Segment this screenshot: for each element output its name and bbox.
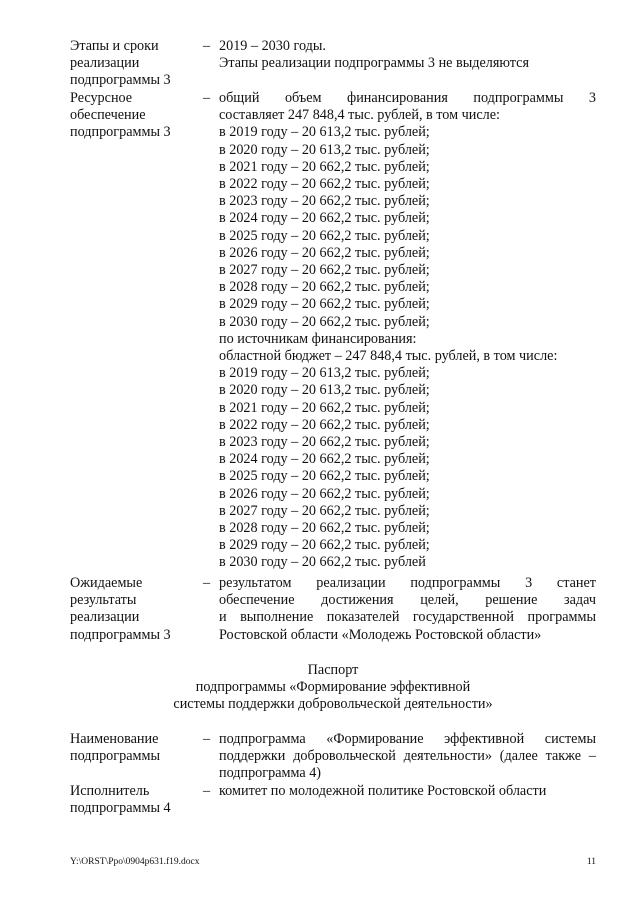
year-line: в 2021 году – 20 662,2 тыс. рублей; xyxy=(219,399,430,416)
label-line: обеспечение xyxy=(70,107,146,124)
label-line: реализации xyxy=(70,55,140,72)
year-line: в 2028 году – 20 662,2 тыс. рублей; xyxy=(219,279,430,296)
value-line: областной бюджет – 247 848,4 тыс. рублей, в том числе: xyxy=(219,348,558,365)
passport-title: Паспорт xyxy=(307,662,359,678)
row-value xyxy=(219,38,596,72)
label-line: Ресурсное xyxy=(70,90,133,106)
label-line: Исполнитель xyxy=(70,783,150,799)
value-line: и выполнение показателей государственной программы xyxy=(219,609,596,626)
value-line: обеспечение достижения целей, решение задач xyxy=(219,592,596,609)
year-line: в 2022 году – 20 662,2 тыс. рублей; xyxy=(219,176,430,193)
year-line: в 2027 году – 20 662,2 тыс. рублей; xyxy=(219,502,430,519)
year-line: в 2028 году – 20 662,2 тыс. рублей; xyxy=(219,520,430,537)
label-line: подпрограммы xyxy=(70,748,160,765)
value-line: результатом реализации подпрограммы 3 станет xyxy=(219,575,596,591)
row-label xyxy=(70,575,200,644)
label-line: Ожидаемые xyxy=(70,575,143,591)
year-line: в 2027 году – 20 662,2 тыс. рублей; xyxy=(219,262,430,279)
value-line: Ростовской области «Молодежь Ростовской области» xyxy=(219,626,542,643)
dash-separator: – xyxy=(203,783,211,799)
label-line: Наименование xyxy=(70,731,159,747)
year-line: в 2021 году – 20 662,2 тыс. рублей; xyxy=(219,158,430,175)
page-number: 11 xyxy=(586,857,596,867)
year-line: в 2022 году – 20 662,2 тыс. рублей; xyxy=(219,416,430,433)
year-line: в 2023 году – 20 662,2 тыс. рублей; xyxy=(219,434,430,451)
year-line: в 2029 году – 20 662,2 тыс. рублей; xyxy=(219,296,430,313)
row-label xyxy=(70,90,200,142)
dash-separator: – xyxy=(203,90,211,106)
value-line: по источникам финансирования: xyxy=(219,330,417,347)
row-label xyxy=(70,38,200,90)
row-label xyxy=(70,783,200,817)
value-line: комитет по молодежной политике Ростовской области xyxy=(219,783,547,799)
year-line: в 2026 году – 20 662,2 тыс. рублей; xyxy=(219,485,430,502)
year-line: в 2030 году – 20 662,2 тыс. рублей; xyxy=(219,313,430,330)
year-line: в 2025 году – 20 662,2 тыс. рублей; xyxy=(219,468,430,485)
label-line: Этапы и сроки xyxy=(70,38,159,54)
passport-subtitle-line: подпрограммы «Формирование эффективной xyxy=(195,679,471,696)
year-line: в 2026 году – 20 662,2 тыс. рублей; xyxy=(219,244,430,261)
year-line: в 2030 году – 20 662,2 тыс. рублей xyxy=(219,554,426,571)
year-line: в 2020 году – 20 613,2 тыс. рублей; xyxy=(219,141,430,158)
year-line: в 2029 году – 20 662,2 тыс. рублей; xyxy=(219,537,430,554)
value-line: общий объем финансирования подпрограммы 3 xyxy=(219,90,596,106)
row-value xyxy=(219,575,596,644)
value-line: поддержки добровольческой деятельности» (далее также – xyxy=(219,748,596,765)
label-line: подпрограммы 4 xyxy=(70,800,171,817)
row-value xyxy=(219,783,596,800)
year-line: в 2024 году – 20 662,2 тыс. рублей; xyxy=(219,210,430,227)
passport-heading xyxy=(70,662,596,714)
label-line: реализации xyxy=(70,609,140,626)
year-line: в 2024 году – 20 662,2 тыс. рублей; xyxy=(219,451,430,468)
label-line: результаты xyxy=(70,592,137,609)
label-line: подпрограммы 3 xyxy=(70,72,171,89)
value-line: составляет 247 848,4 тыс. рублей, в том числе: xyxy=(219,107,500,124)
year-line: в 2020 году – 20 613,2 тыс. рублей; xyxy=(219,382,430,399)
dash-separator: – xyxy=(203,731,211,747)
value-line: подпрограмма «Формирование эффективной системы xyxy=(219,731,596,747)
value-line: 2019 – 2030 годы. xyxy=(219,38,326,54)
year-line: в 2025 году – 20 662,2 тыс. рублей; xyxy=(219,227,430,244)
year-line: в 2019 году – 20 613,2 тыс. рублей; xyxy=(219,365,430,382)
year-line: в 2023 году – 20 662,2 тыс. рублей; xyxy=(219,193,430,210)
value-line: подпрограмма 4) xyxy=(219,765,322,782)
label-line: подпрограммы 3 xyxy=(70,124,171,141)
year-line: в 2019 году – 20 613,2 тыс. рублей; xyxy=(219,124,430,141)
footer-file-path: Y:\ORST\Ppo\0904p631.f19.docx xyxy=(70,857,200,867)
row-label xyxy=(70,731,200,765)
dash-separator: – xyxy=(203,575,211,591)
dash-separator: – xyxy=(203,38,211,54)
row-value xyxy=(219,731,596,783)
passport-subtitle-line: системы поддержки добровольческой деятельности» xyxy=(173,696,493,713)
row-value xyxy=(219,90,596,572)
value-line: Этапы реализации подпрограммы 3 не выделяются xyxy=(219,55,529,72)
label-line: подпрограммы 3 xyxy=(70,626,171,643)
